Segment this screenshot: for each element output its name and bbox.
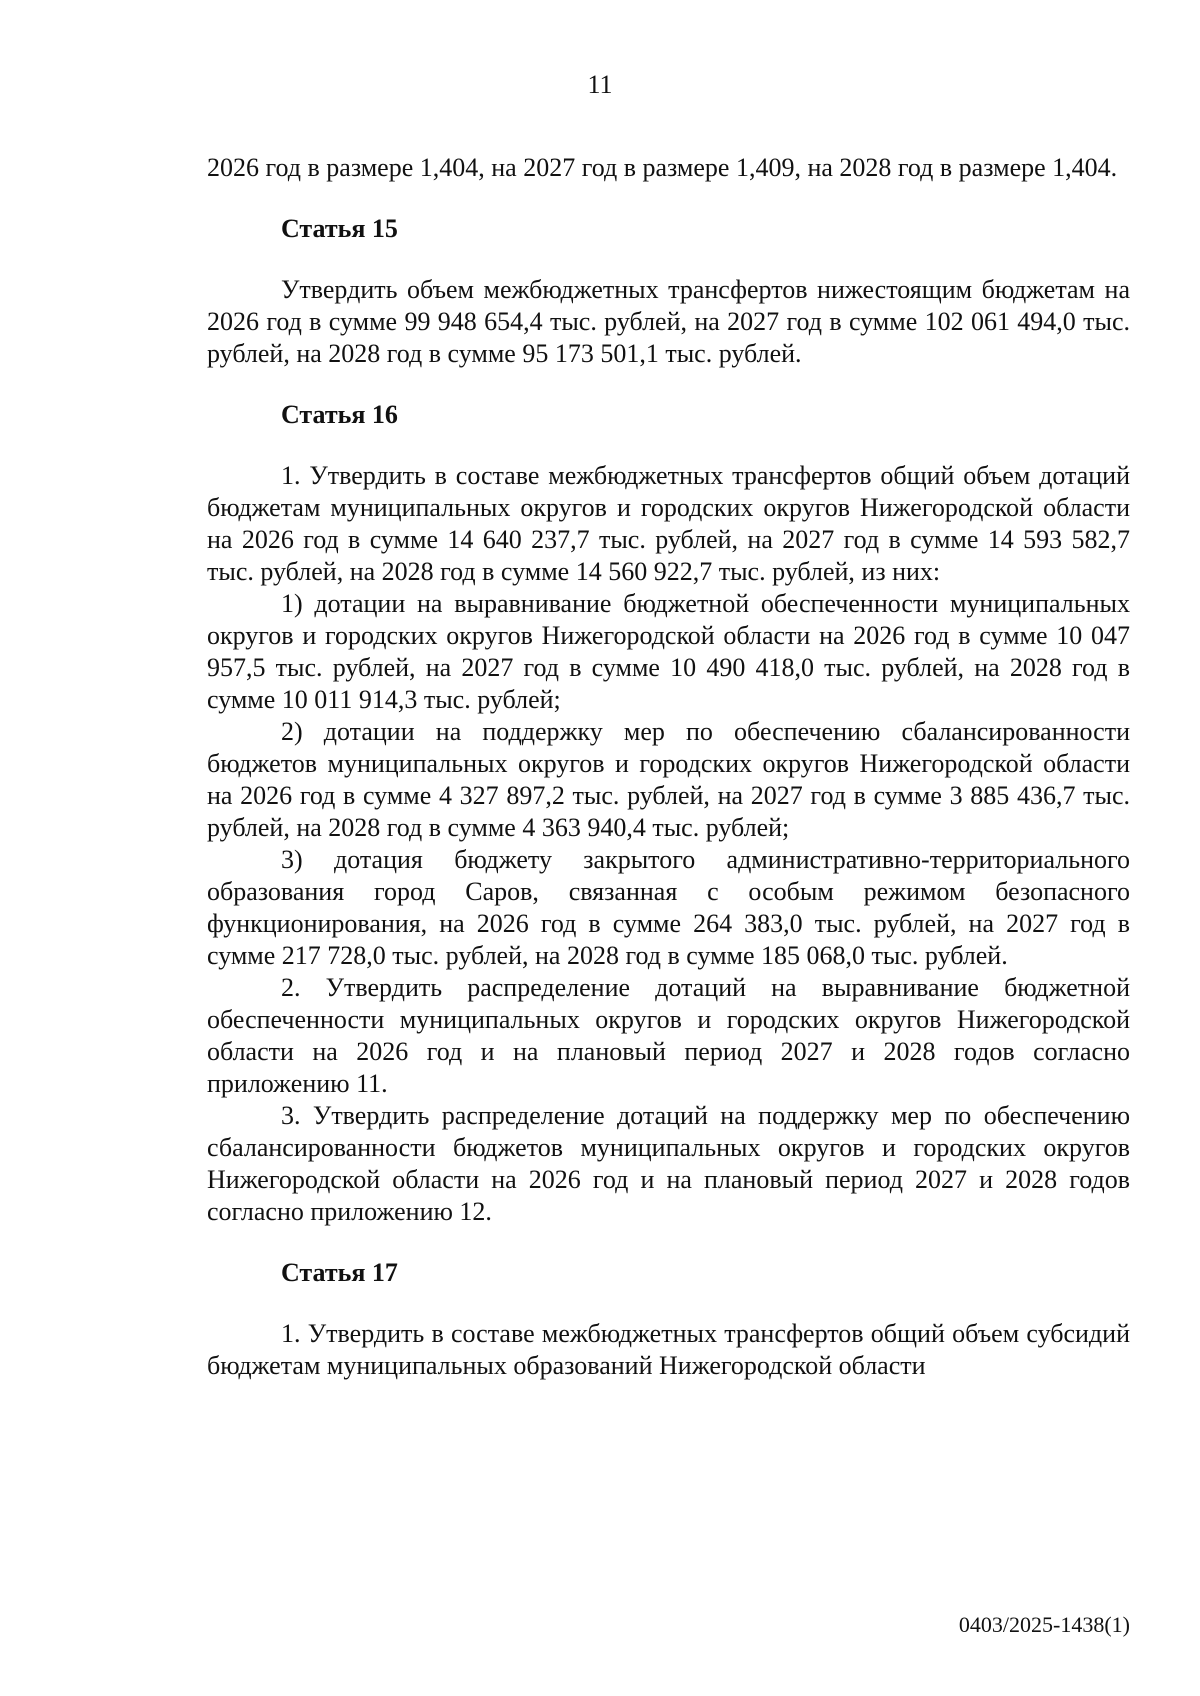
page-number: 11 — [587, 70, 613, 99]
article-16-part-1-item-3: 3) дотация бюджету закрытого административно-территориального образования город Саров, связанная с особым режимом безопасного функционирования, на 2026 год в сумме 264 383,0 тыс. рублей, на 2027 год в сумме 217 728,0 тыс. рублей, на 2028 год в сумме 185 068,0 тыс. рублей. — [207, 845, 1130, 970]
document-body — [207, 152, 1130, 1382]
article-17-heading: Статья 17 — [281, 1258, 398, 1287]
article-15-heading: Статья 15 — [281, 214, 398, 243]
article-16-part-1: 1. Утвердить в составе межбюджетных трансфертов общий объем дотаций бюджетам муниципальных округов и городских округов Нижегородской области на 2026 год в сумме 14 640 237,7 тыс. рублей, на 2027 год в сумме 14 593 582,7 тыс. рублей, на 2028 год в сумме 14 560 922,7 тыс. рублей, из них: — [207, 461, 1130, 586]
article-16-part-3: 3. Утвердить распределение дотаций на поддержку мер по обеспечению сбалансированности бюджетов муниципальных округов и городских округов Нижегородской области на 2026 год и на плановый период 2027 и 2028 годов согласно приложению 12. — [207, 1101, 1130, 1226]
article-16-part-2: 2. Утвердить распределение дотаций на выравнивание бюджетной обеспеченности муниципальных округов и городских округов Нижегородской области на 2026 год и на плановый период 2027 и 2028 годов согласно приложению 11. — [207, 973, 1130, 1098]
document-code: 0403/2025-1438(1) — [958, 1612, 1130, 1637]
article-16-heading: Статья 16 — [281, 400, 398, 429]
article-15-text: Утвердить объем межбюджетных трансфертов нижестоящим бюджетам на 2026 год в сумме 99 948 654,4 тыс. рублей, на 2027 год в сумме 102 061 494,0 тыс. рублей, на 2028 год в сумме 95 173 501,1 тыс. рублей. — [207, 275, 1130, 368]
article-16-part-1-item-1: 1) дотации на выравнивание бюджетной обеспеченности муниципальных округов и городских округов Нижегородской области на 2026 год в сумме 10 047 957,5 тыс. рублей, на 2027 год в сумме 10 490 418,0 тыс. рублей, на 2028 год в сумме 10 011 914,3 тыс. рублей; — [207, 589, 1130, 714]
paragraph-continuation: 2026 год в размере 1,404, на 2027 год в размере 1,409, на 2028 год в размере 1,404. — [207, 153, 1118, 182]
article-17-part-1: 1. Утвердить в составе межбюджетных трансфертов общий объем субсидий бюджетам муниципальных образований Нижегородской области — [207, 1319, 1130, 1380]
article-16-part-1-item-2: 2) дотации на поддержку мер по обеспечению сбалансированности бюджетов муниципальных округов и городских округов Нижегородской области на 2026 год в сумме 4 327 897,2 тыс. рублей, на 2027 год в сумме 3 885 436,7 тыс. рублей, на 2028 год в сумме 4 363 940,4 тыс. рублей; — [207, 717, 1130, 842]
